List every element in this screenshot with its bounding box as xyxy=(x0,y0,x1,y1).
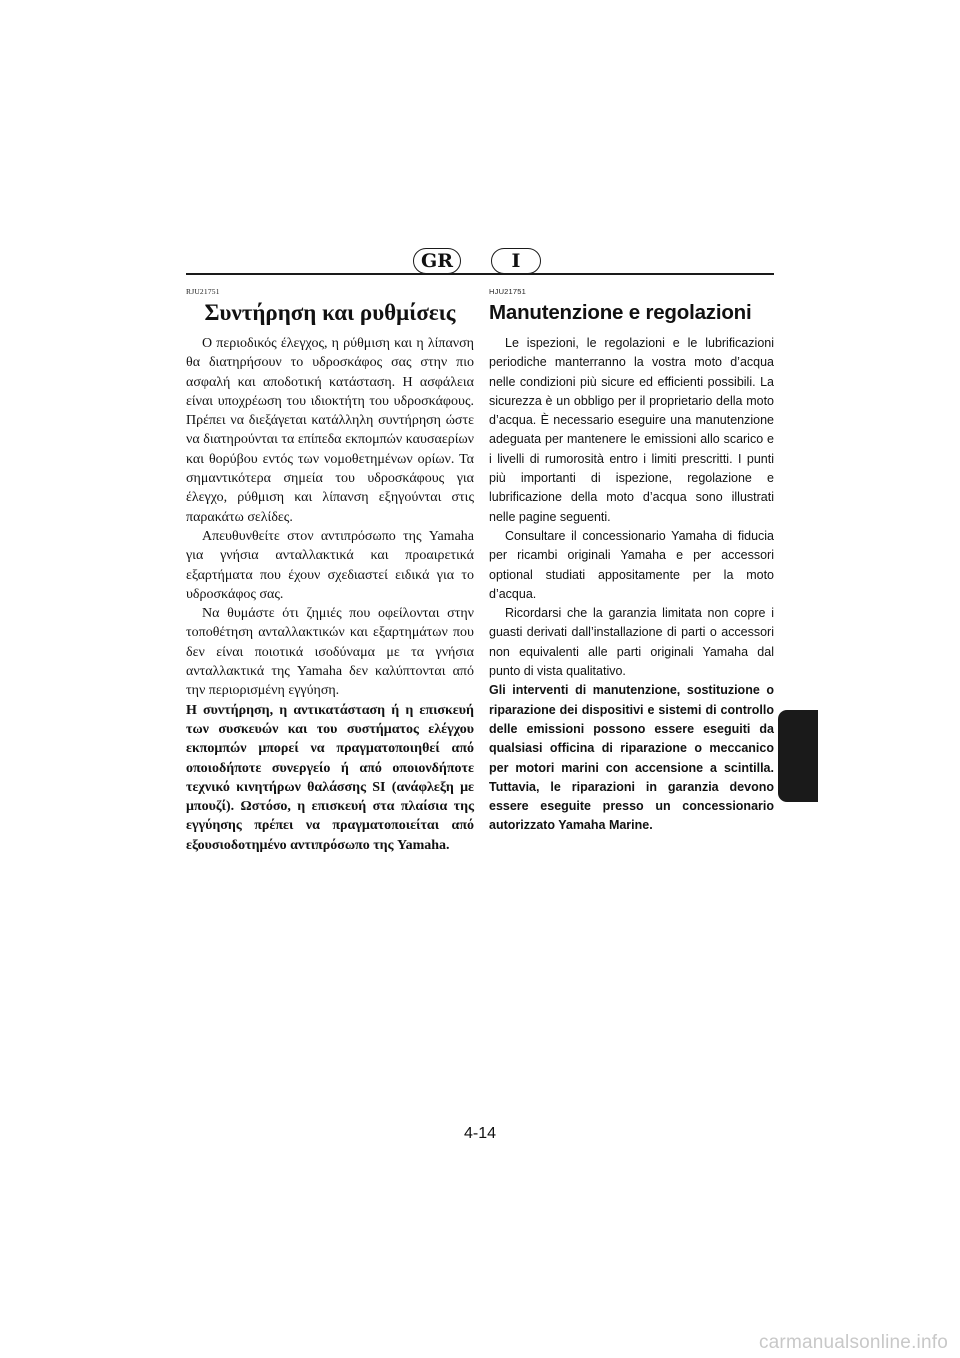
chapter-side-tab xyxy=(778,710,818,802)
paragraph-gr-3: Να θυμάστε ότι ζημιές που οφείλονται στην τοποθέτηση ανταλλακτικών και εξαρτημάτων που δεν είναι ποιοτικά ισοδύναμα με τα γνήσια ανταλλακτικά της Yamaha δεν καλύπτονται από την περιορισμένη εγγύηση. xyxy=(186,606,474,699)
language-badge-gr: GR xyxy=(413,248,461,274)
paragraph-it-4: Gli interventi di manutenzione, sostituzione o riparazione dei dispositivi e sistemi di controllo delle emissioni possono essere eseguiti da qualsiasi officina di riparazione o meccanico per motori marini con accensione a scintilla. Tuttavia, le riparazioni in garanzia devono essere eseguite presso un concessionario autorizzato Yamaha Marine. xyxy=(489,683,774,833)
section-title-it: Manutenzione e regolazioni xyxy=(489,301,752,324)
watermark: carmanualsonline.info xyxy=(758,1332,948,1353)
language-badge-it: I xyxy=(491,248,541,274)
paragraph-it-1: Le ispezioni, le regolazioni e le lubrificazioni periodiche manterranno la vostra moto d’acqua nelle condizioni più sicure ed efficienti possibili. La sicurezza è un obbligo per il proprietario della moto d’acqua. È necessario eseguire una manutenzione adeguata per mantenere le emissioni allo scarico e i livelli di rumorosità entro i limiti prescritti. I punti più importanti di ispezione, regolazione e lubrificazione della moto d’acqua sono illustrati nelle pagine seguenti. xyxy=(489,336,774,524)
paragraph-it-2: Consultare il concessionario Yamaha di fiducia per ricambi originali Yamaha e per accessori optional studiati appositamente per la moto d’acqua. xyxy=(489,528,774,601)
section-code-it: HJU21751 xyxy=(489,287,527,296)
paragraph-gr-4: Η συντήρηση, η αντικατάσταση ή η επισκευή των συσκευών και του συστήματος ελέγχου εκπομπών μπορεί να πραγματοποιηθεί από οποιοδήποτε συνεργείο ή από οποιονδήποτε τεχνικό κινητήρων θαλάσσης SI (ανάφλεξη με μπουζί). Ωστόσο, η επισκευή στα πλαίσια της εγγύησης πρέπει να πραγματοποιείται από εξουσιοδοτημένο αντιπρόσωπο της Yamaha. xyxy=(186,702,474,853)
paragraph-gr-1: Ο περιοδικός έλεγχος, η ρύθμιση και η λίπανση θα διατηρήσουν το υδροσκάφος σας στην πιο ασφαλή και αποδοτική κατάσταση. Η ασφάλεια είναι υποχρέωση του ιδιοκτήτη του υδροσκάφους. Πρέπει να διεξάγεται κατάλληλη συντήρηση ώστε να διατηρούνται τα επίπεδα εκπομπών καυσαερίων και θορύβου εντός των νομοθετημένων ορίων. Τα σημαντικότερα σημεία του υδροσκάφους για έλεγχο, ρύθμιση και λίπανση εξηγούνται στις παρακάτω σελίδες. xyxy=(186,336,474,525)
language-header xyxy=(186,248,774,274)
header-rule xyxy=(186,273,774,275)
section-code-gr: RJU21751 xyxy=(186,287,220,296)
italian-column xyxy=(489,287,774,836)
paragraph-gr-2: Απευθυνθείτε στον αντιπρόσωπο της Yamaha για γνήσια ανταλλακτικά και προαιρετικά εξαρτήματα που έχουν σχεδιαστεί ειδικά για το υδροσκάφος σας. xyxy=(186,528,474,602)
paragraph-it-3: Ricordarsi che la garanzia limitata non copre i guasti derivati dall’installazione di parti o accessori non equivalenti alle parti originali Yamaha dal punto di vista qualitativo. xyxy=(489,606,774,679)
page-number: 4-14 xyxy=(463,1125,497,1142)
section-title-gr: Συντήρηση και ρυθμίσεις xyxy=(204,300,456,325)
greek-column xyxy=(186,287,474,855)
